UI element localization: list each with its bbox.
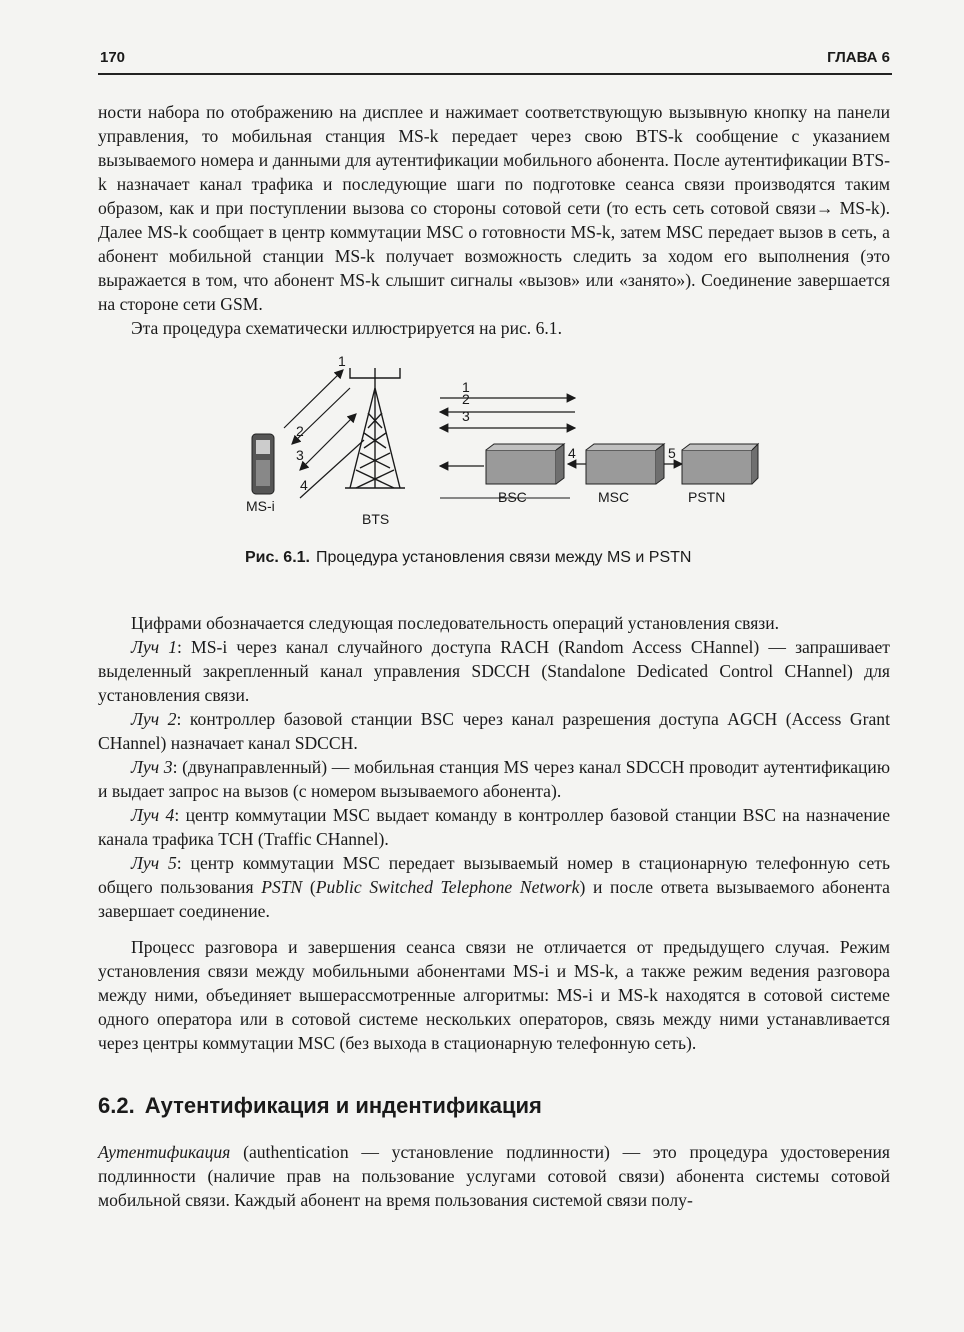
step-1-text: : MS-i через канал случайного доступа RACH (Random Access CHannel) — запрашивает выделенный закрепленный канал управления SDCCH (Standalone Dedicated Control CHannel) для установления связи. <box>98 637 890 705</box>
step-3 <box>98 755 890 803</box>
figure-caption-text: Процедура установления связи между MS и PSTN <box>315 549 692 566</box>
step-2 <box>98 707 890 755</box>
steps-intro: Цифрами обозначается следующая последовательность операций установления связи. <box>131 613 780 633</box>
diag-label-2: 2 <box>296 423 304 439</box>
diag-label-3: 3 <box>296 447 304 463</box>
intro-text <box>98 100 890 340</box>
bts-label: BTS <box>362 511 390 527</box>
running-header <box>98 45 892 75</box>
arrow-step-1 <box>284 370 343 428</box>
section-heading <box>98 1093 892 1119</box>
step-4 <box>98 803 890 851</box>
chapter-title: ГЛАВА 6 <box>827 49 890 66</box>
bsc-label: BSC <box>498 489 527 505</box>
box-label-5: 5 <box>668 445 676 461</box>
step-5-label: Луч 5 <box>131 853 177 873</box>
arrow-step-3 <box>300 414 356 470</box>
diag-label-4: 4 <box>300 477 308 493</box>
page-number: 170 <box>100 49 126 66</box>
step-5-pstn: PSTN <box>261 877 303 897</box>
h-label-1: 1 <box>462 379 470 395</box>
step-1-label: Луч 1 <box>131 637 178 657</box>
step-5-text-a: : центр коммутации MSC передает вызываемый номер в стационарную телефонную сеть общего пользования <box>98 853 890 897</box>
paragraph-continuation: ности набора по отображению на дисплее и нажимает соответствующую вызывную кнопку на панели управления, то мобильная станция MS-k передает через свою BTS-k сообщение с указанием вызываемого номера и данными для аутентификации мобильного абонента. После аутентификации BTS-k назначает канал трафика и последующие шаги по подготовке сеанса связи производятся таким образом, как и при поступлении вызова со стороны сотовой сети (то есть сеть сотовой связи→ MS-k). Далее MS-k сообщает в центр коммутации MSC о готовности MS-k, затем MSC передает вызов в сеть, а абонент мобильной станции MS-k получает возможность следить за ходом его выполнения (это выражается в том, что абонент MS-k слышит сигналы «вызов» или «занято»). Соединение завершается на стороне сети GSM. <box>98 102 890 314</box>
pstn-box-icon <box>682 444 758 484</box>
h-label-2: 2 <box>462 391 470 407</box>
ms-label: MS-i <box>246 498 275 514</box>
bsc-box-icon <box>486 444 564 484</box>
authentication-definition: (authentication — установление подлинности) — это процедура удостоверения подлинности (наличие прав на пользование услугами сотовой связи) абонента системы сотовой мобильной связи. Каждый абонент на время пользования системой связи полу- <box>98 1142 890 1210</box>
pstn-label: PSTN <box>688 489 726 505</box>
box-label-4: 4 <box>568 445 576 461</box>
h-label-3: 3 <box>462 408 470 424</box>
term-authentication: Аутентификация <box>98 1142 231 1162</box>
msc-label: MSC <box>598 489 630 505</box>
figure-number: Рис. 6.1. <box>245 549 310 566</box>
step-3-text: : (двунаправленный) — мобильная станция MS через канал SDCCH проводит аутентификацию и выдает запрос на вызов (с номером вызываемого абонента). <box>98 757 890 801</box>
diag-label-1: 1 <box>338 353 346 369</box>
section-text <box>98 1140 890 1212</box>
step-5-pstn-full: Public Switched Telephone Network <box>315 877 580 897</box>
paragraph-authentication <box>98 1140 890 1212</box>
step-5 <box>98 851 890 923</box>
figure-call-setup-diagram <box>240 348 760 538</box>
step-1 <box>98 635 890 707</box>
section-title: Аутентификация и индентификация <box>144 1093 542 1118</box>
step-5-open-paren: ( <box>302 877 316 897</box>
step-3-label: Луч 3 <box>131 757 173 777</box>
steps-text <box>98 611 890 1055</box>
paragraph-conversation: Процесс разговора и завершения сеанса связи не отличается от предыдущего случая. Режим установления связи между мобильными абонентами MS-i и MS-k, а также режим ведения разговора между ними, объединяет вышерассмотренные алгоритмы: MS-i и MS-k находятся в сотовой системе одного оператора или в сотовой системе нескольких операторов, связь между ними устанавливается через центры коммутации MSC (без выхода в стационарную телефонную сеть). <box>98 937 890 1053</box>
step-4-label: Луч 4 <box>131 805 175 825</box>
section-number: 6.2. <box>98 1093 135 1118</box>
mobile-phone-icon <box>252 434 274 494</box>
paragraph-figure-ref: Эта процедура схематически иллюстрируется на рис. 6.1. <box>131 318 562 338</box>
step-2-text: : контроллер базовой станции BSC через канал разрешения доступа AGCH (Access Grant CHannel) назначает канал SDCCH. <box>98 709 890 753</box>
bts-tower-icon <box>345 368 405 488</box>
step-5-text-b: ) и после ответа вызываемого абонента завершает соединение. <box>98 877 890 921</box>
step-2-label: Луч 2 <box>131 709 177 729</box>
figure-caption <box>245 549 765 567</box>
msc-box-icon <box>586 444 664 484</box>
step-4-text: : центр коммутации MSC выдает команду в контроллер базовой станции BSC на назначение канала трафика TCH (Traffic CHannel). <box>98 805 890 849</box>
